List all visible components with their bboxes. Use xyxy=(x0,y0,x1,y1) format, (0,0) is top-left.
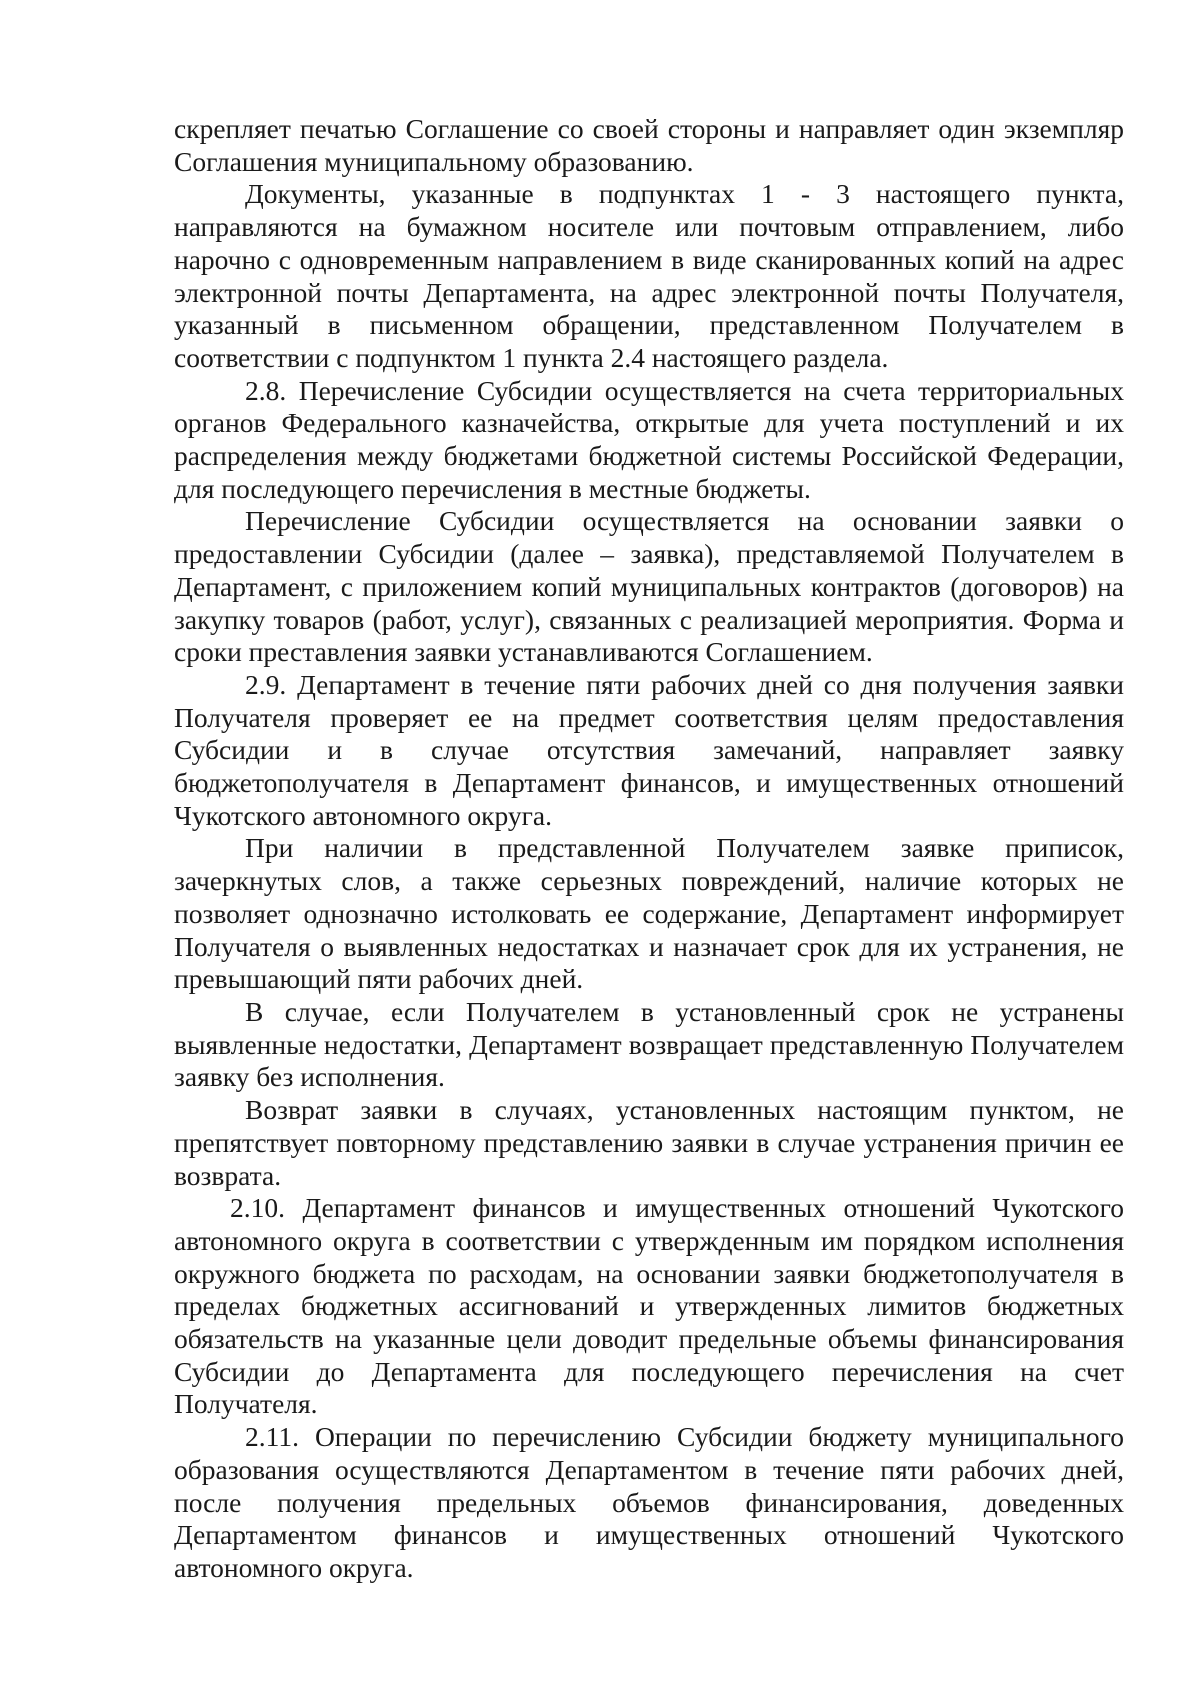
paragraph-2-8: 2.8. Перечисление Субсидии осуществляется на счета территориальных органов Федерального казначейства, открытые для учета поступлений и их распределения между бюджетами бюджетной системы Российской Федерации, для последующего перечисления в местные бюджеты. xyxy=(174,374,1124,504)
paragraph-2-9: 2.9. Департамент в течение пяти рабочих дней со дня получения заявки Получателя проверяет ее на предмет соответствия целям предоставления Субсидии и в случае отсутствия замечаний, направляет заявку бюджетополучателя в Департамент финансов, и имущественных отношений Чукотского автономного округа. xyxy=(174,668,1124,831)
paragraph-transfer-basis: Перечисление Субсидии осуществляется на основании заявки о предоставлении Субсидии (далее – заявка), представляемой Получателем в Департамент, с приложением копий муниципальных контрактов (договоров) на закупку товаров (работ, услуг), связанных с реализацией мероприятия. Форма и сроки преставления заявки устанавливаются Соглашением. xyxy=(174,505,1124,668)
paragraph-2-10: 2.10. Департамент финансов и имущественных отношений Чукотского автономного округа в соответствии с утвержденным им порядком исполнения окружного бюджета по расходам, на основании заявки бюджетополучателя в пределах бюджетных ассигнований и утвержденных лимитов бюджетных обязательств на указанные цели доводит предельные объемы финансирования Субсидии до Департамента для последующего перечисления на счет Получателя. xyxy=(174,1192,1124,1420)
paragraph-2-11: 2.11. Операции по перечислению Субсидии бюджету муниципального образования осуществляются Департаментом в течение пяти рабочих дней, после получения предельных объемов финансирования, доведенных Департаментом финансов и имущественных отношений Чукотского автономного округа. xyxy=(174,1421,1124,1583)
paragraph-documents-delivery: Документы, указанные в подпунктах 1 - 3 настоящего пункта, направляются на бумажном носителе или почтовым отправлением, либо нарочно с одновременным направлением в виде сканированных копий на адрес электронной почты Департамента, на адрес электронной почты Получателя, указанный в письменном обращении, представленном Получателем в соответствии с подпунктом 1 пункта 2.4 настоящего раздела. xyxy=(174,178,1124,373)
paragraph-return-no-obstacle: Возврат заявки в случаях, установленных настоящим пунктом, не препятствует повторному представлению заявки в случае устранения причин ее возврата. xyxy=(174,1094,1124,1191)
paragraph-return-unfixed: В случае, если Получателем в установленный срок не устранены выявленные недостатки, Департамент возвращает представленную Получателем заявку без исполнения. xyxy=(174,995,1124,1093)
paragraph-deficiencies: При наличии в представленной Получателем заявке приписок, зачеркнутых слов, а также серьезных повреждений, наличие которых не позволяет однозначно истолковать ее содержание, Департамент информирует Получателя о выявленных недостатках и назначает срок для их устранения, не превышающий пяти рабочих дней. xyxy=(174,832,1124,995)
paragraph-continuation: скрепляет печатью Соглашение со своей стороны и направляет один экземпляр Соглашения муниципальному образованию. xyxy=(174,113,1124,177)
document-body xyxy=(174,113,1124,1585)
